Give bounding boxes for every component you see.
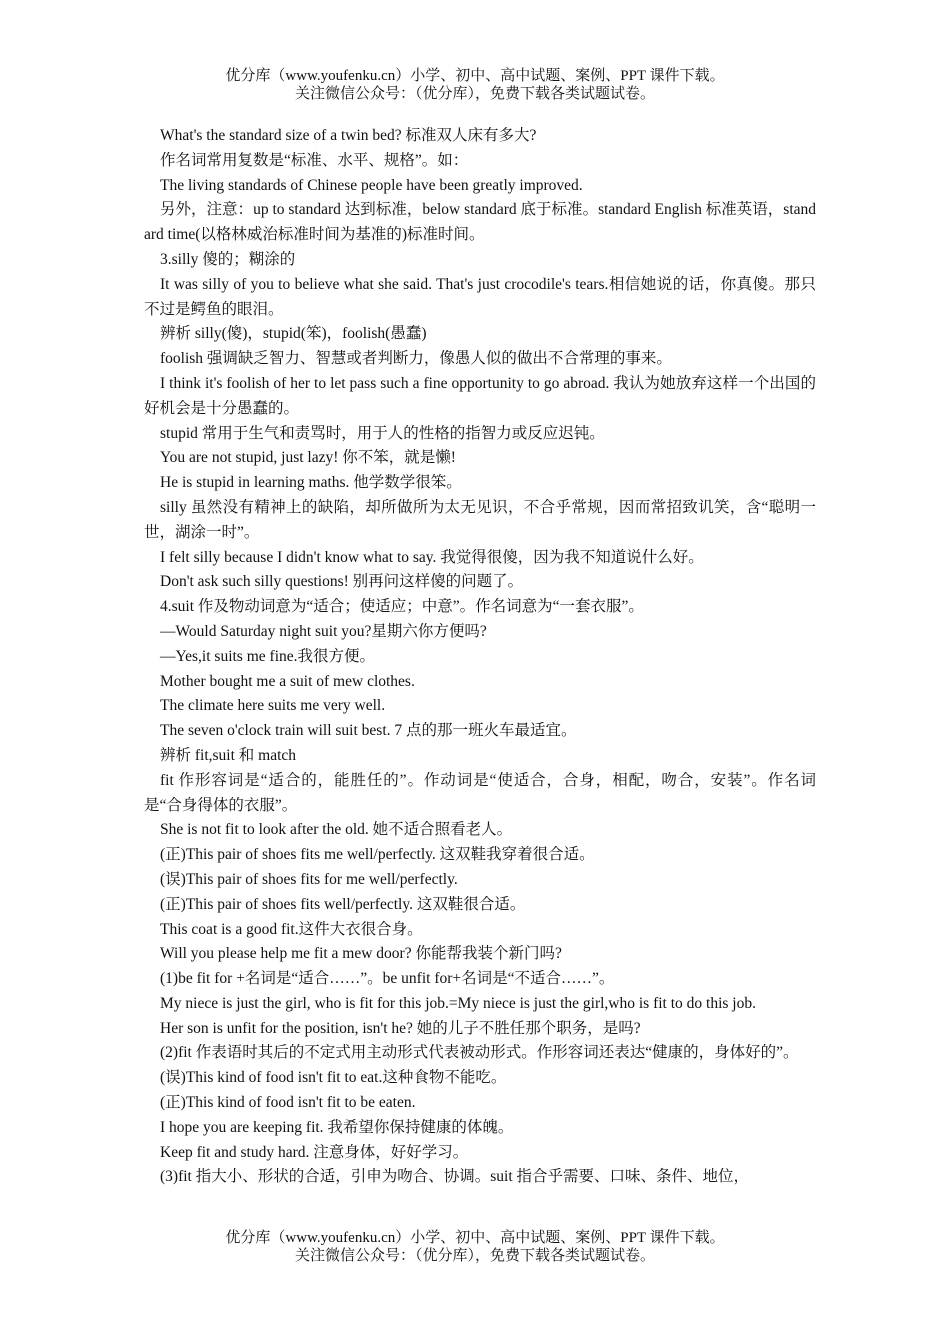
paragraph: fit 作形容词是“适合的，能胜任的”。作动词是“使适合，合身，相配，吻合，安装”。作名词是“合身得体的衣服”。 [144, 771, 816, 814]
paragraph: —Would Saturday night suit you?星期六你方便吗? [160, 622, 487, 640]
paragraph: (误)This kind of food isn't fit to eat.这种食物不能吃。 [160, 1069, 507, 1087]
paragraph: I think it's foolish of her to let pass such a fine opportunity to go abroad. 我认为她放弃这样一个出国的好机会是十分愚蠢的。 [144, 374, 816, 417]
paragraph: foolish 强调缺乏智力、智慧或者判断力，像愚人似的做出不合常理的事来。 [160, 350, 672, 368]
paragraph: It was silly of you to believe what she said. That's just crocodile's tears.相信她说的话，你真傻。那只不过是鳄鱼的眼泪。 [144, 275, 816, 318]
page-header [0, 67, 950, 103]
paragraph: What's the standard size of a twin bed? 标准双人床有多大? [160, 127, 537, 144]
paragraph: The seven o'clock train will suit best. 7 点的那一班火车最适宜。 [160, 722, 577, 740]
paragraph: (正)This pair of shoes fits well/perfectly. 这双鞋很合适。 [160, 895, 526, 913]
page-footer [0, 1229, 950, 1265]
paragraph: She is not fit to look after the old. 她不适合照看老人。 [160, 821, 513, 839]
paragraph: Mother bought me a suit of mew clothes. [160, 672, 415, 690]
header-line-1: 优分库（www.youfenku.cn）小学、初中、高中试题、案例、PPT 课件下载。 [225, 68, 725, 84]
paragraph: The living standards of Chinese people have been greatly improved. [160, 176, 583, 194]
paragraph: 作名词常用复数是“标准、水平、规格”。如： [160, 151, 469, 169]
paragraph: (正)This kind of food isn't fit to be eaten. [160, 1094, 416, 1112]
paragraph: My niece is just the girl, who is fit for this job.=My niece is just the girl,who is fit to do this job. [160, 994, 756, 1012]
paragraph: Keep fit and study hard. 注意身体，好好学习。 [160, 1143, 469, 1161]
section-heading: 4.suit 作及物动词意为“适合；使适应；中意”。作名词意为“一套衣服”。 [160, 598, 644, 616]
header-line-2: 关注微信公众号：（优分库），免费下载各类试题试卷。 [294, 86, 655, 102]
document-body [144, 124, 816, 1190]
paragraph: I hope you are keeping fit. 我希望你保持健康的体魄。 [160, 1118, 514, 1136]
paragraph: You are not stupid, just lazy! 你不笨，就是懒! [160, 449, 456, 467]
footer-line-2: 关注微信公众号：（优分库），免费下载各类试题试卷。 [294, 1248, 655, 1264]
paragraph: stupid 常用于生气和责骂时，用于人的性格的指智力或反应迟钝。 [160, 424, 605, 442]
paragraph: (3)fit 指大小、形状的合适，引申为吻合、协调。suit 指合乎需要、口味、条件、地位， [160, 1168, 749, 1186]
paragraph: Don't ask such silly questions! 别再问这样傻的问题了。 [160, 573, 524, 591]
paragraph: Will you please help me fit a mew door? 你能帮我装个新门吗? [160, 945, 562, 963]
paragraph: (误)This pair of shoes fits for me well/perfectly. [160, 870, 458, 888]
paragraph: Her son is unfit for the position, isn't he? 她的儿子不胜任那个职务，是吗? [160, 1019, 641, 1037]
section-heading: 3.silly 傻的；糊涂的 [160, 250, 296, 268]
paragraph: This coat is a good fit.这件大衣很合身。 [160, 920, 423, 938]
paragraph: silly 虽然没有精神上的缺陷，却所做所为太无见识，不合乎常规，因而常招致讥笑，含“聪明一世，湖涂一时”。 [144, 498, 816, 541]
paragraph: 另外，注意：up to standard 达到标准，below standard 底于标准。standard English 标准英语，standard time(以格林威治标准时间为基准的)标准时间。 [144, 201, 816, 244]
paragraph: —Yes,it suits me fine.我很方便。 [160, 647, 376, 665]
paragraph: (1)be fit for +名词是“适合……”。be unfit for+名词是“不适合……”。 [160, 970, 615, 988]
paragraph: 辨析 fit,suit 和 match [160, 746, 297, 764]
footer-line-1: 优分库（www.youfenku.cn）小学、初中、高中试题、案例、PPT 课件下载。 [225, 1230, 725, 1246]
paragraph: He is stupid in learning maths. 他学数学很笨。 [160, 474, 462, 492]
paragraph: The climate here suits me very well. [160, 697, 386, 715]
paragraph: (2)fit 作表语时其后的不定式用主动形式代表被动形式。作形容词还表达“健康的，身体好的”。 [160, 1044, 799, 1062]
paragraph: 辨析 silly(傻)，stupid(笨)，foolish(愚蠢) [160, 325, 427, 343]
paragraph: I felt silly because I didn't know what to say. 我觉得很傻，因为我不知道说什么好。 [160, 548, 704, 566]
paragraph: (正)This pair of shoes fits me well/perfectly. 这双鞋我穿着很合适。 [160, 846, 595, 864]
